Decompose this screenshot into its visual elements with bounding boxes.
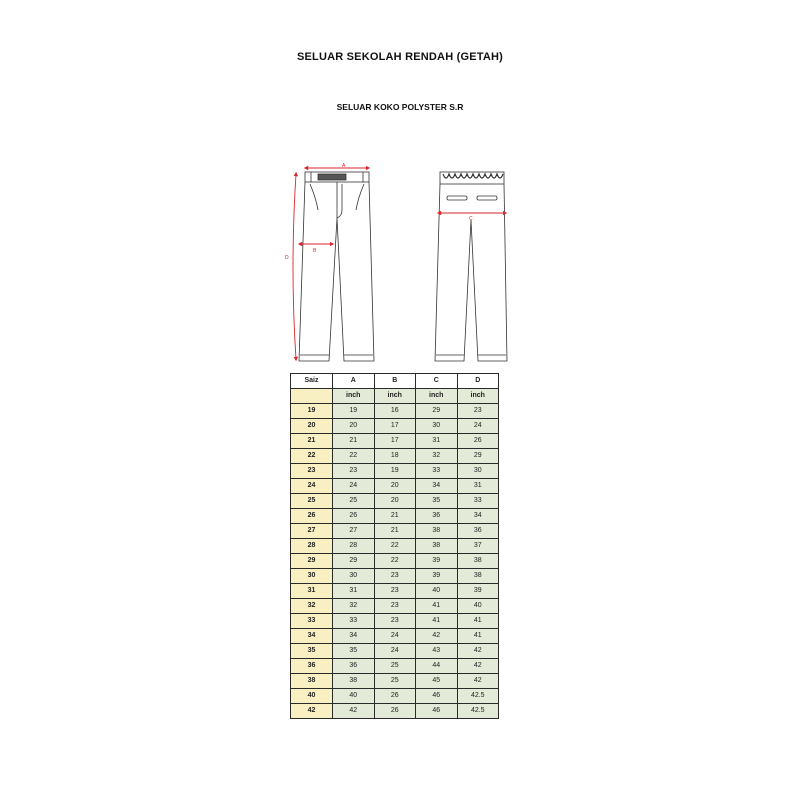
cell-saiz: 22 xyxy=(291,449,333,464)
cell-saiz: 31 xyxy=(291,584,333,599)
cell-saiz: 23 xyxy=(291,464,333,479)
table-row xyxy=(291,704,499,719)
cell-a: 20 xyxy=(333,419,375,434)
cell-a: 23 xyxy=(333,464,375,479)
cell-c: 42 xyxy=(416,629,458,644)
cell-saiz: 40 xyxy=(291,689,333,704)
cell-b: 24 xyxy=(374,629,416,644)
cell-c: 38 xyxy=(416,524,458,539)
header-d: D xyxy=(457,374,499,389)
table-row xyxy=(291,539,499,554)
cell-d: 38 xyxy=(457,569,499,584)
table-row xyxy=(291,524,499,539)
header-a: A xyxy=(333,374,375,389)
table-row xyxy=(291,479,499,494)
cell-a: 38 xyxy=(333,674,375,689)
cell-d: 24 xyxy=(457,419,499,434)
cell-d: 40 xyxy=(457,599,499,614)
size-chart-table xyxy=(290,373,499,719)
table-row xyxy=(291,419,499,434)
cell-saiz: 19 xyxy=(291,404,333,419)
cell-c: 30 xyxy=(416,419,458,434)
cell-b: 23 xyxy=(374,614,416,629)
cell-c: 45 xyxy=(416,674,458,689)
cell-a: 34 xyxy=(333,629,375,644)
table-row xyxy=(291,404,499,419)
cell-saiz: 38 xyxy=(291,674,333,689)
trousers-measurement-diagram xyxy=(280,158,530,368)
table-row xyxy=(291,674,499,689)
cell-saiz: 29 xyxy=(291,554,333,569)
back-view-drawing xyxy=(435,172,507,361)
cell-b: 20 xyxy=(374,494,416,509)
cell-saiz: 28 xyxy=(291,539,333,554)
cell-c: 35 xyxy=(416,494,458,509)
cell-b: 23 xyxy=(374,569,416,584)
table-row xyxy=(291,614,499,629)
table-row xyxy=(291,584,499,599)
measure-label-d: D xyxy=(285,255,289,261)
document-title: SELUAR SEKOLAH RENDAH (GETAH) xyxy=(296,51,504,63)
cell-b: 17 xyxy=(374,419,416,434)
cell-b: 23 xyxy=(374,599,416,614)
document-subtitle: SELUAR KOKO POLYSTER S.R xyxy=(336,102,464,112)
cell-c: 41 xyxy=(416,614,458,629)
cell-d: 26 xyxy=(457,434,499,449)
measure-label-b: B xyxy=(313,248,317,254)
cell-saiz: 32 xyxy=(291,599,333,614)
cell-c: 33 xyxy=(416,464,458,479)
cell-d: 36 xyxy=(457,524,499,539)
cell-a: 40 xyxy=(333,689,375,704)
table-row xyxy=(291,689,499,704)
cell-b: 19 xyxy=(374,464,416,479)
unit-d: inch xyxy=(457,389,499,404)
cell-d: 38 xyxy=(457,554,499,569)
cell-c: 44 xyxy=(416,659,458,674)
cell-c: 31 xyxy=(416,434,458,449)
table-units-row xyxy=(291,389,499,404)
table-row xyxy=(291,509,499,524)
table-row xyxy=(291,449,499,464)
measure-label-a: A xyxy=(342,163,346,169)
cell-d: 34 xyxy=(457,509,499,524)
cell-d: 39 xyxy=(457,584,499,599)
cell-a: 28 xyxy=(333,539,375,554)
cell-a: 25 xyxy=(333,494,375,509)
cell-c: 29 xyxy=(416,404,458,419)
cell-d: 23 xyxy=(457,404,499,419)
cell-saiz: 27 xyxy=(291,524,333,539)
header-c: C xyxy=(416,374,458,389)
cell-b: 21 xyxy=(374,524,416,539)
table-row xyxy=(291,434,499,449)
cell-a: 19 xyxy=(333,404,375,419)
cell-d: 42 xyxy=(457,659,499,674)
cell-b: 25 xyxy=(374,674,416,689)
table-row xyxy=(291,569,499,584)
unit-a: inch xyxy=(333,389,375,404)
cell-a: 33 xyxy=(333,614,375,629)
unit-c: inch xyxy=(416,389,458,404)
cell-a: 31 xyxy=(333,584,375,599)
cell-a: 35 xyxy=(333,644,375,659)
table-header-row xyxy=(291,374,499,389)
cell-saiz: 21 xyxy=(291,434,333,449)
cell-saiz: 24 xyxy=(291,479,333,494)
table-row xyxy=(291,464,499,479)
header-b: B xyxy=(374,374,416,389)
cell-b: 26 xyxy=(374,689,416,704)
cell-b: 23 xyxy=(374,584,416,599)
cell-a: 29 xyxy=(333,554,375,569)
cell-saiz: 25 xyxy=(291,494,333,509)
cell-a: 30 xyxy=(333,569,375,584)
cell-d: 42.5 xyxy=(457,689,499,704)
cell-c: 36 xyxy=(416,509,458,524)
cell-b: 20 xyxy=(374,479,416,494)
cell-a: 32 xyxy=(333,599,375,614)
table-row xyxy=(291,494,499,509)
cell-b: 24 xyxy=(374,644,416,659)
cell-a: 36 xyxy=(333,659,375,674)
cell-b: 22 xyxy=(374,539,416,554)
cell-c: 34 xyxy=(416,479,458,494)
cell-d: 37 xyxy=(457,539,499,554)
cell-d: 42 xyxy=(457,674,499,689)
cell-saiz: 33 xyxy=(291,614,333,629)
cell-b: 21 xyxy=(374,509,416,524)
cell-saiz: 34 xyxy=(291,629,333,644)
cell-saiz: 20 xyxy=(291,419,333,434)
unit-b: inch xyxy=(374,389,416,404)
cell-c: 32 xyxy=(416,449,458,464)
table-row xyxy=(291,599,499,614)
cell-b: 25 xyxy=(374,659,416,674)
cell-d: 42 xyxy=(457,644,499,659)
cell-c: 46 xyxy=(416,704,458,719)
cell-a: 27 xyxy=(333,524,375,539)
cell-d: 30 xyxy=(457,464,499,479)
cell-saiz: 26 xyxy=(291,509,333,524)
cell-saiz: 36 xyxy=(291,659,333,674)
table-row xyxy=(291,659,499,674)
cell-c: 38 xyxy=(416,539,458,554)
cell-c: 39 xyxy=(416,554,458,569)
cell-b: 17 xyxy=(374,434,416,449)
cell-a: 26 xyxy=(333,509,375,524)
cell-a: 42 xyxy=(333,704,375,719)
cell-b: 26 xyxy=(374,704,416,719)
cell-d: 29 xyxy=(457,449,499,464)
cell-b: 16 xyxy=(374,404,416,419)
front-view-drawing xyxy=(299,172,374,361)
cell-a: 22 xyxy=(333,449,375,464)
cell-saiz: 30 xyxy=(291,569,333,584)
cell-saiz: 42 xyxy=(291,704,333,719)
cell-saiz: 35 xyxy=(291,644,333,659)
cell-c: 40 xyxy=(416,584,458,599)
cell-a: 21 xyxy=(333,434,375,449)
cell-d: 42.5 xyxy=(457,704,499,719)
cell-c: 39 xyxy=(416,569,458,584)
cell-c: 41 xyxy=(416,599,458,614)
table-row xyxy=(291,644,499,659)
cell-a: 24 xyxy=(333,479,375,494)
cell-b: 22 xyxy=(374,554,416,569)
unit-saiz xyxy=(291,389,333,404)
cell-d: 41 xyxy=(457,629,499,644)
table-row xyxy=(291,554,499,569)
cell-d: 31 xyxy=(457,479,499,494)
header-saiz: Saiz xyxy=(291,374,333,389)
cell-d: 33 xyxy=(457,494,499,509)
cell-d: 41 xyxy=(457,614,499,629)
measure-label-c: C xyxy=(469,216,473,222)
cell-c: 46 xyxy=(416,689,458,704)
cell-c: 43 xyxy=(416,644,458,659)
cell-b: 18 xyxy=(374,449,416,464)
table-row xyxy=(291,629,499,644)
